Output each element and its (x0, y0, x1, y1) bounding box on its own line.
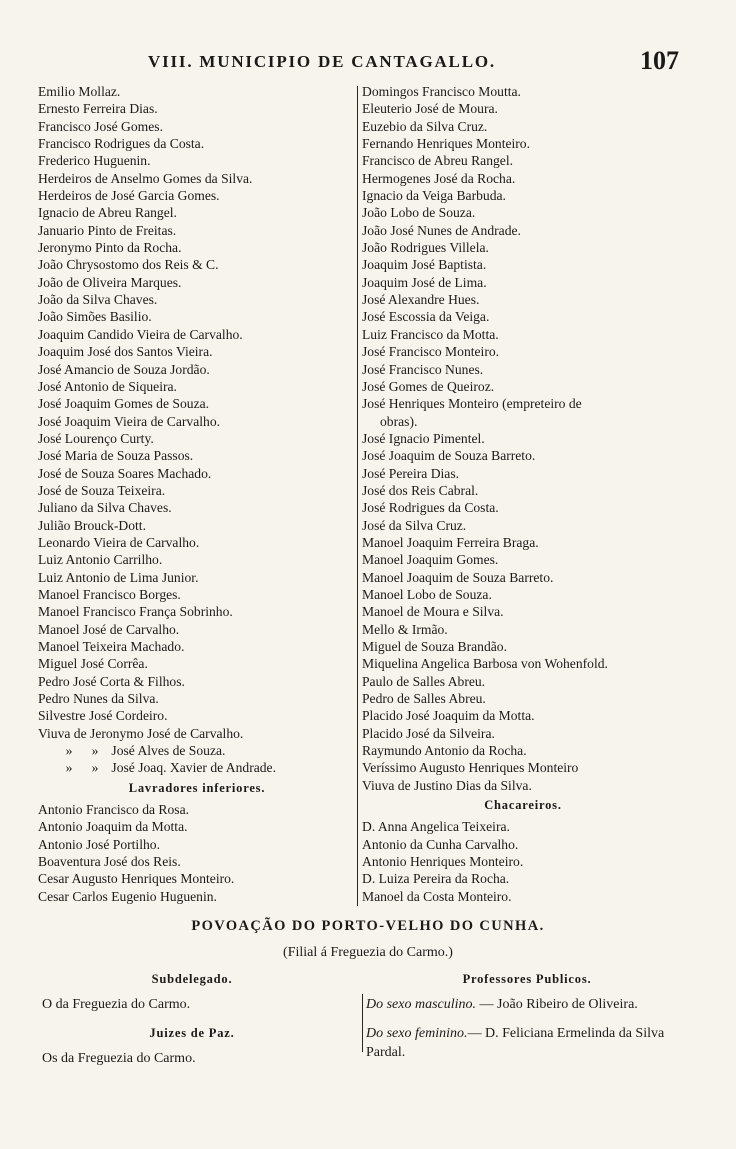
list-item: Joaquim José dos Santos Vieira. (38, 344, 213, 360)
list-item: D. Luiza Pereira da Rocha. (362, 871, 510, 887)
list-item: Manoel Teixeira Machado. (38, 639, 185, 654)
right-name-list (362, 83, 684, 395)
list-item: José Alexandre Hues. (362, 292, 480, 308)
page-number: 107 (640, 46, 679, 75)
lower-left-block (42, 970, 342, 1068)
list-item: Manoel Joaquim de Souza Barreto. (362, 569, 554, 585)
list-item: Eleuterio José de Moura. (362, 101, 498, 117)
list-item: João Chrysostomo dos Reis & C. (38, 257, 219, 273)
running-title: VIII. MUNICIPIO DE CANTAGALLO. (148, 52, 496, 71)
list-item: Antonio Francisco da Rosa. (38, 802, 190, 818)
list-item: Julião Brouck-Dott. (38, 517, 146, 533)
list-item: Francisco José Gomes. (38, 118, 163, 134)
list-item: José de Souza Teixeira. (38, 482, 166, 498)
list-item: Leonardo Vieira de Carvalho. (38, 534, 200, 550)
list-item: Miguel de Souza Brandão. (362, 639, 507, 654)
page-header (0, 46, 736, 78)
list-item: Miguel José Corrêa. (38, 656, 148, 672)
list-item: Domingos Francisco Moutta. (362, 84, 521, 99)
list-item: Fernando Henriques Monteiro. (362, 136, 530, 152)
professor-masculino: Do sexo masculino. — João Ribeiro de Oliveira. (366, 997, 638, 1012)
list-item: João de Oliveira Marques. (38, 274, 182, 290)
list-item: Antonio Joaquim da Motta. (38, 819, 188, 835)
right-name-list-continued (362, 430, 684, 794)
list-item: Pedro Nunes da Silva. (38, 691, 159, 707)
list-item: Antonio Henriques Monteiro. (362, 854, 524, 870)
list-item: Paulo de Salles Abreu. (362, 673, 486, 689)
ditto-entry: » » José Joaq. Xavier de Andrade. (65, 760, 276, 776)
list-item: Luiz Francisco da Motta. (362, 326, 499, 342)
list-item: Manoel de Moura e Silva. (362, 604, 504, 620)
list-item: José Amancio de Souza Jordão. (38, 361, 210, 377)
list-item: Ignacio de Abreu Rangel. (38, 205, 177, 221)
list-item: Manoel Francisco Borges. (38, 586, 181, 602)
list-item: José de Souza Soares Machado. (38, 465, 212, 481)
list-item: Manoel Joaquim Gomes. (362, 552, 499, 568)
right-column (362, 83, 684, 905)
list-item: João Simões Basilio. (38, 309, 152, 325)
lower-divider (362, 994, 363, 1052)
list-item: Ernesto Ferreira Dias. (38, 101, 158, 117)
juizes-heading: Juizes de Paz. (149, 1026, 235, 1040)
list-item: José Maria de Souza Passos. (38, 448, 194, 464)
subdelegado-text: O da Freguezia do Carmo. (42, 997, 191, 1012)
list-item: Manoel Francisco França Sobrinho. (38, 604, 233, 620)
list-item: Manoel Lobo de Souza. (362, 586, 492, 602)
list-item: José Joaquim Gomes de Souza. (38, 396, 210, 412)
list-item: Boaventura José dos Reis. (38, 854, 181, 870)
list-item: Manoel da Costa Monteiro. (362, 888, 512, 904)
list-item: José dos Reis Cabral. (362, 482, 479, 498)
list-item: Frederico Huguenin. (38, 153, 151, 169)
list-item: Raymundo Antonio da Rocha. (362, 743, 527, 759)
list-item: Luiz Antonio Carrilho. (38, 552, 163, 568)
lower-right-block (366, 970, 688, 1062)
list-item: Hermogenes José da Rocha. (362, 170, 516, 186)
list-item: José Gomes de Queiroz. (362, 378, 495, 394)
list-item: Jeronymo Pinto da Rocha. (38, 240, 182, 256)
list-item: João da Silva Chaves. (38, 292, 158, 308)
list-item: Pedro José Corta & Filhos. (38, 673, 185, 689)
list-item: José Joaquim Vieira de Carvalho. (38, 413, 221, 429)
lavradores-list (38, 801, 356, 905)
list-item: Mello & Irmão. (362, 621, 448, 637)
list-item: Francisco de Abreu Rangel. (362, 153, 513, 169)
list-item: Manoel José de Carvalho. (38, 621, 180, 637)
list-item: D. Anna Angelica Teixeira. (362, 819, 510, 835)
list-item: José Antonio de Siqueira. (38, 378, 177, 394)
list-item: Cesar Carlos Eugenio Huguenin. (38, 888, 217, 904)
list-item: José Ignacio Pimentel. (362, 430, 485, 446)
list-item: Joaquim José Baptista. (362, 257, 487, 273)
list-item: Euzebio da Silva Cruz. (362, 118, 488, 134)
list-item: José Escossia da Veiga. (362, 309, 490, 325)
left-name-list (38, 83, 356, 742)
town-subtitle: (Filial á Freguezia do Carmo.) (283, 945, 453, 960)
list-item-continuation: obras). (380, 413, 418, 429)
list-item: Emilio Mollaz. (38, 84, 121, 99)
section-heading-chacareiros: Chacareiros. (484, 798, 562, 813)
list-item: Ignacio da Veiga Barbuda. (362, 188, 506, 204)
list-item: Antonio da Cunha Carvalho. (362, 836, 519, 852)
column-divider (357, 86, 358, 906)
list-item: Joaquim Candido Vieira de Carvalho. (38, 326, 243, 342)
ditto-entry: » » José Alves de Souza. (65, 743, 226, 759)
list-item: Placido José Joaquim da Motta. (362, 708, 535, 724)
town-title: POVOAÇÃO DO PORTO-VELHO DO CUNHA. (191, 918, 545, 934)
list-item: José Rodrigues da Costa. (362, 500, 499, 516)
list-item: João José Nunes de Andrade. (362, 222, 521, 238)
list-item: José da Silva Cruz. (362, 517, 467, 533)
list-item: José Joaquim de Souza Barreto. (362, 448, 536, 464)
list-item: Miquelina Angelica Barbosa von Wohenfold. (362, 656, 608, 672)
left-column (38, 83, 356, 905)
list-item: Francisco Rodrigues da Costa. (38, 136, 205, 152)
subdelegado-heading: Subdelegado. (151, 972, 233, 986)
list-item: Joaquim José de Lima. (362, 274, 487, 290)
list-item: Pedro de Salles Abreu. (362, 691, 486, 707)
list-item: Placido José da Silveira. (362, 725, 495, 741)
list-item: Silvestre José Cordeiro. (38, 708, 168, 724)
list-item: Veríssimo Augusto Henriques Monteiro (362, 760, 579, 776)
list-item: João Lobo de Souza. (362, 205, 476, 221)
list-item: José Lourenço Curty. (38, 430, 154, 446)
juizes-text: Os da Freguezia do Carmo. (42, 1051, 196, 1066)
list-item: Januario Pinto de Freitas. (38, 222, 177, 238)
list-item: Herdeiros de José Garcia Gomes. (38, 188, 220, 204)
list-item: Manoel Joaquim Ferreira Braga. (362, 534, 539, 550)
list-item: João Rodrigues Villela. (362, 240, 489, 256)
list-item: Viuva de Jeronymo José de Carvalho. (38, 725, 244, 741)
list-item: Juliano da Silva Chaves. (38, 500, 172, 516)
professor-feminino: Do sexo feminino.— D. Feliciana Ermelinda da Silva Pardal. (366, 1026, 665, 1060)
list-item: Herdeiros de Anselmo Gomes da Silva. (38, 170, 253, 186)
section-heading-lavradores: Lavradores inferiores. (128, 780, 266, 795)
list-item: José Henriques Monteiro (empreteiro de (362, 396, 582, 412)
list-item: Luiz Antonio de Lima Junior. (38, 569, 199, 585)
list-item: José Pereira Dias. (362, 465, 460, 481)
chacareiros-list (362, 818, 684, 905)
list-item: José Francisco Nunes. (362, 361, 484, 377)
professores-heading: Professores Publicos. (462, 972, 592, 986)
list-item: Cesar Augusto Henriques Monteiro. (38, 871, 235, 887)
list-item: Antonio José Portilho. (38, 836, 160, 852)
list-item: Viuva de Justino Dias da Silva. (362, 777, 532, 793)
list-item: José Francisco Monteiro. (362, 344, 500, 360)
